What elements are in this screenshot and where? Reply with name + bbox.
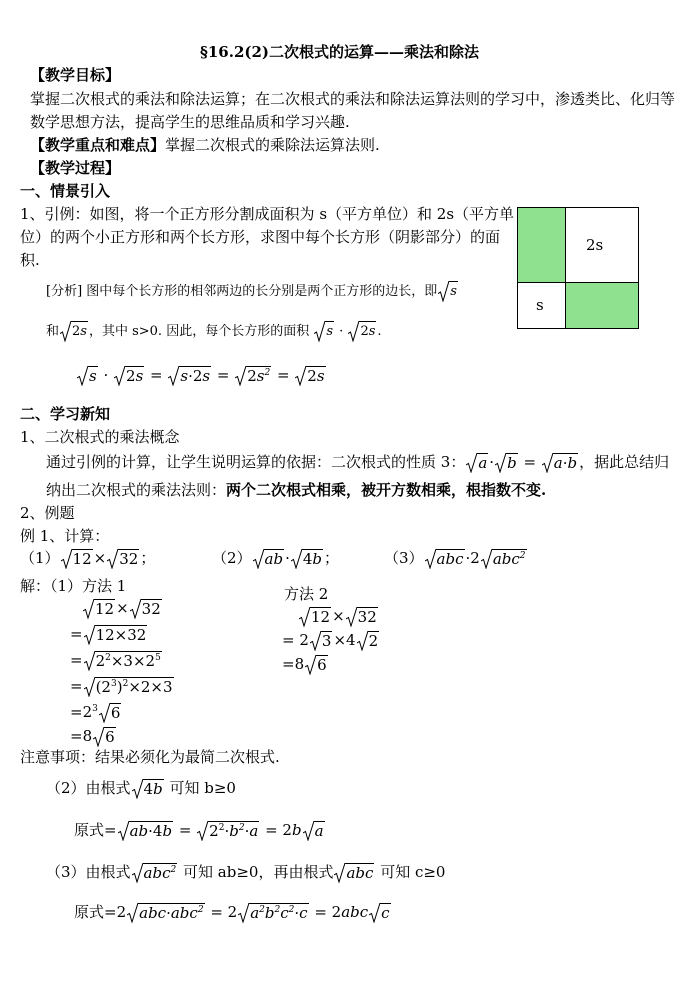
method-1-step-1: = 12×32 [70,625,147,644]
concept-rule-prefix: 纳出二次根式的乘法法则： [46,481,227,499]
square-figure [517,207,639,329]
analysis-period: . [377,324,382,339]
analysis-line-1: [分析] 图中每个长方形的相邻两边的长分别是两个正方形的边长，即 s [46,281,459,302]
part-2-prefix: （2）由根式 [46,779,131,797]
key-points [30,135,380,155]
concept-rule: 两个二次根式相乘，被开方数相乘，根指数不变. [226,481,547,499]
method-1-step-5: =8 6 [70,727,115,746]
concept-line-1: 通过引例的计算，让学生说明运算的依据：二次根式的性质 3： a · b = a·b ，据此总结归 [46,453,670,472]
analysis-and: 和 [46,324,60,339]
concept-text: 通过引例的计算，让学生说明运算的依据：二次根式的性质 3： [46,453,466,471]
method-2-heading: 方法 2 [284,585,329,603]
concept-line-2 [46,480,546,500]
analysis-text: [分析] 图中每个长方形的相邻两边的长分别是两个正方形的边长，即 [46,284,438,299]
examples-heading: 2、例题 [20,504,75,522]
page-title: §16.2(2)二次根式的运算——乘法和除法 [200,43,480,61]
concept-text-end: ，据此总结归 [579,453,670,471]
method-2-step-1: = 2 3 ×4 2 [282,631,379,650]
key-text: 掌握二次根式的乘除法运算法则. [165,136,380,154]
method-1-step-2: = $2^2\times 3\times 2^5$ [70,651,161,670]
key-heading: 【教学重点和难点】 [30,136,166,154]
method-2-step-0: 12 × 32 [298,606,379,627]
part-3-mid: 可知 ab≥0，再由根式 [183,863,334,881]
intro-line-3: 积. [20,251,40,269]
problem-1: （1） 12 × 32 ； [20,549,156,568]
problem-2: （2） ab · 4b ； [212,549,340,568]
note: 注意事项：结果必须化为最简二次根式. [20,748,280,766]
problem-3-label: （3） [384,549,424,567]
method-1-step-0: 12 × 32 [82,598,163,619]
problem-3: （3） abc ·2 abc$^2$ [384,549,526,568]
solution-heading: 解：（1）方法 1 [20,577,127,595]
part-2-condition: （2）由根式 4b 可知 b≥0 [46,779,236,798]
part-2-yuanshi: 原式= [74,821,117,839]
process-heading: 【教学过程】 [30,159,121,177]
part-3-yuanshi: 原式= [74,903,117,921]
goal-heading: 【教学目标】 [30,66,121,84]
analysis-dot: · [339,324,344,339]
section-1-heading: 一、情景引入 [20,182,111,200]
goal-line-2: 数学思想方法，提高学生的思维品质和学习兴趣. [30,113,350,131]
part-2-suffix: 可知 b≥0 [169,779,236,797]
label-2s: 2s [586,236,604,254]
square-2s [566,208,638,283]
square-s [518,283,566,328]
method-1-step-3: = $(2^3)^2\times 2\times 3$ [70,677,173,696]
section-2-heading: 二、学习新知 [20,405,111,423]
part-2-solution: 原式= ab·4b = $2^2\cdot b^2\cdot a = 2b$ a [74,821,324,840]
equation-intro: s · 2s = s·2s = $2s^2$ = 2s [76,365,327,386]
part-3-suffix: 可知 c≥0 [380,863,446,881]
concept-heading: 1、二次根式的乘法概念 [20,428,180,446]
problem-2-label: （2） [212,549,252,567]
example-1-heading: 例 1、计算： [20,527,110,545]
goal-line-1: 掌握二次根式的乘法和除法运算；在二次根式的乘法和除法运算法则的学习中，渗透类比、化归等 [30,90,676,108]
problem-2-sep: ； [324,549,340,567]
shaded-rectangle-bottom [566,283,638,328]
method-2-step-2: =8 6 [282,655,327,674]
part-3-solution: 原式=2 abc·abc$^2$ = 2 $a^2b^2c^2\cdot c = 2abc$ c [74,903,390,922]
problem-1-label: （1） [20,549,60,567]
method-1-step-4: $=2^3$ 6 [70,703,121,722]
shaded-rectangle-top [518,208,566,283]
intro-line-1: 1、引例：如图，将一个正方形分割成面积为 s（平方单位）和 2s（平方单 [20,205,515,223]
intro-line-2: 位）的两个小正方形和两个长方形，求图中每个长方形（阴影部分）的面 [20,228,501,246]
label-s: s [536,296,544,314]
part-3-prefix: （3）由根式 [46,863,131,881]
part-3-condition: （3）由根式 abc$^2$ 可知 ab≥0，再由根式 abc 可知 c≥0 [46,863,446,882]
problem-1-sep: ； [140,549,156,567]
analysis-line-2: 和 2s ，其中 s>0. 因此，每个长方形的面积 s · 2s . [46,321,382,342]
analysis-where: ，其中 s>0. 因此，每个长方形的面积 [88,324,310,339]
